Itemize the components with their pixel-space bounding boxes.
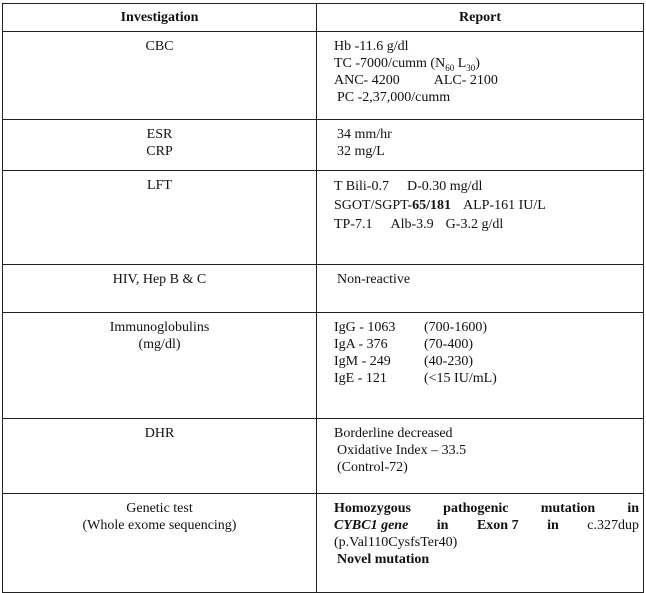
immuno-report: [317, 313, 644, 419]
hiv-result: Non-reactive: [337, 272, 411, 287]
lft-proteins: [334, 215, 637, 234]
lft-tbili: T Bili-0.7: [334, 179, 389, 194]
iga-value: IgA - 376: [334, 337, 388, 352]
cbc-report: [317, 32, 644, 120]
cbc-label: CBC: [3, 32, 317, 120]
crp-value: 32 mg/L: [337, 144, 385, 159]
genetic-w2: pathogenic: [443, 501, 509, 516]
cbc-tc-n-sub: 60: [445, 62, 455, 73]
dhr-report: [317, 419, 644, 494]
dhr-label: DHR: [3, 419, 317, 494]
hiv-label: HIV, Hep B & C: [3, 265, 317, 313]
genetic-w1: Homozygous: [334, 501, 411, 516]
cbc-tc-l-sub: 30: [466, 62, 476, 73]
genetic-protein: (p.Val110CysfsTer40): [334, 535, 458, 550]
genetic-in-exon: in: [436, 518, 449, 533]
cbc-pc: PC -2,37,000/cumm: [337, 90, 451, 105]
genetic-w4: in: [627, 501, 639, 516]
cbc-hb: Hb -11.6 g/dl: [334, 39, 409, 54]
table-row: [3, 313, 644, 419]
iga-range: (70-400): [424, 337, 473, 352]
igg-range: (700-1600): [424, 320, 487, 335]
lft-alb: Alb-3.9: [390, 217, 434, 232]
cbc-tc-text: TC -7000/cumm (N: [334, 56, 446, 71]
igg-value: IgG - 1063: [334, 320, 396, 335]
lft-label: LFT: [3, 171, 317, 265]
immuno-igg: [334, 319, 637, 336]
immuno-ige: [334, 370, 637, 387]
cbc-tc-close: ): [475, 56, 480, 71]
header-row: [3, 4, 644, 32]
lft-sgot-alp: [334, 196, 637, 215]
immuno-title: Immunoglobulins: [109, 320, 210, 335]
lft-sgot-value: 65/181: [412, 198, 451, 213]
genetic-novel: Novel mutation: [337, 552, 430, 567]
cbc-alc: ALC- 2100: [433, 73, 498, 88]
table-row: [3, 171, 644, 265]
lft-g: G-3.2 g/dl: [445, 217, 504, 232]
lft-sgot-label: SGOT/SGPT-: [334, 198, 413, 213]
genetic-in-c: in: [547, 518, 559, 533]
genetic-exon: Exon 7: [476, 518, 519, 533]
immuno-unit: (mg/dl): [138, 337, 181, 352]
lft-dbili: D-0.30 mg/dl: [406, 179, 483, 194]
investigation-report-table: [2, 3, 644, 593]
header-investigation: Investigation: [3, 4, 317, 32]
header-report: Report: [317, 4, 644, 32]
cbc-tc: [334, 55, 637, 72]
igm-value: IgM - 249: [334, 354, 391, 369]
cbc-tc-l: L: [454, 56, 467, 71]
cbc-anc-alc: [334, 72, 637, 89]
dhr-line1: Borderline decreased: [334, 426, 453, 441]
dhr-line2: Oxidative Index – 33.5: [337, 443, 467, 458]
immuno-igm: [334, 353, 637, 370]
crp-label: CRP: [146, 144, 173, 159]
genetic-line2: [334, 517, 639, 534]
lft-report: [317, 171, 644, 265]
genetic-line1: [334, 500, 639, 517]
table-row: [3, 419, 644, 494]
esr-label: ESR: [146, 127, 173, 142]
genetic-label: [3, 494, 317, 593]
lft-alp: ALP-161 IU/L: [462, 198, 546, 213]
esr-crp-report: [317, 120, 644, 171]
genetic-w3: mutation: [540, 501, 596, 516]
genetic-cdna: c.327dup: [587, 518, 639, 533]
genetic-report: [317, 494, 644, 593]
table-row: [3, 120, 644, 171]
dhr-line3: (Control-72): [337, 460, 408, 475]
immuno-label: [3, 313, 317, 419]
table-row: [3, 494, 644, 593]
immuno-iga: [334, 336, 637, 353]
lft-bili: [334, 177, 637, 196]
ige-range: (<15 IU/mL): [424, 371, 497, 386]
genetic-title: Genetic test: [126, 501, 193, 516]
igm-range: (40-230): [424, 354, 473, 369]
table-row: [3, 265, 644, 313]
hiv-report: [317, 265, 644, 313]
lft-tp: TP-7.1: [334, 217, 373, 232]
genetic-method: (Whole exome sequencing): [82, 518, 237, 533]
table-row: [3, 32, 644, 120]
ige-value: IgE - 121: [334, 371, 387, 386]
esr-crp-label: [3, 120, 317, 171]
cbc-anc: ANC- 4200: [334, 73, 400, 88]
genetic-gene: CYBC1 gene: [334, 518, 409, 533]
esr-value: 34 mm/hr: [337, 127, 392, 142]
